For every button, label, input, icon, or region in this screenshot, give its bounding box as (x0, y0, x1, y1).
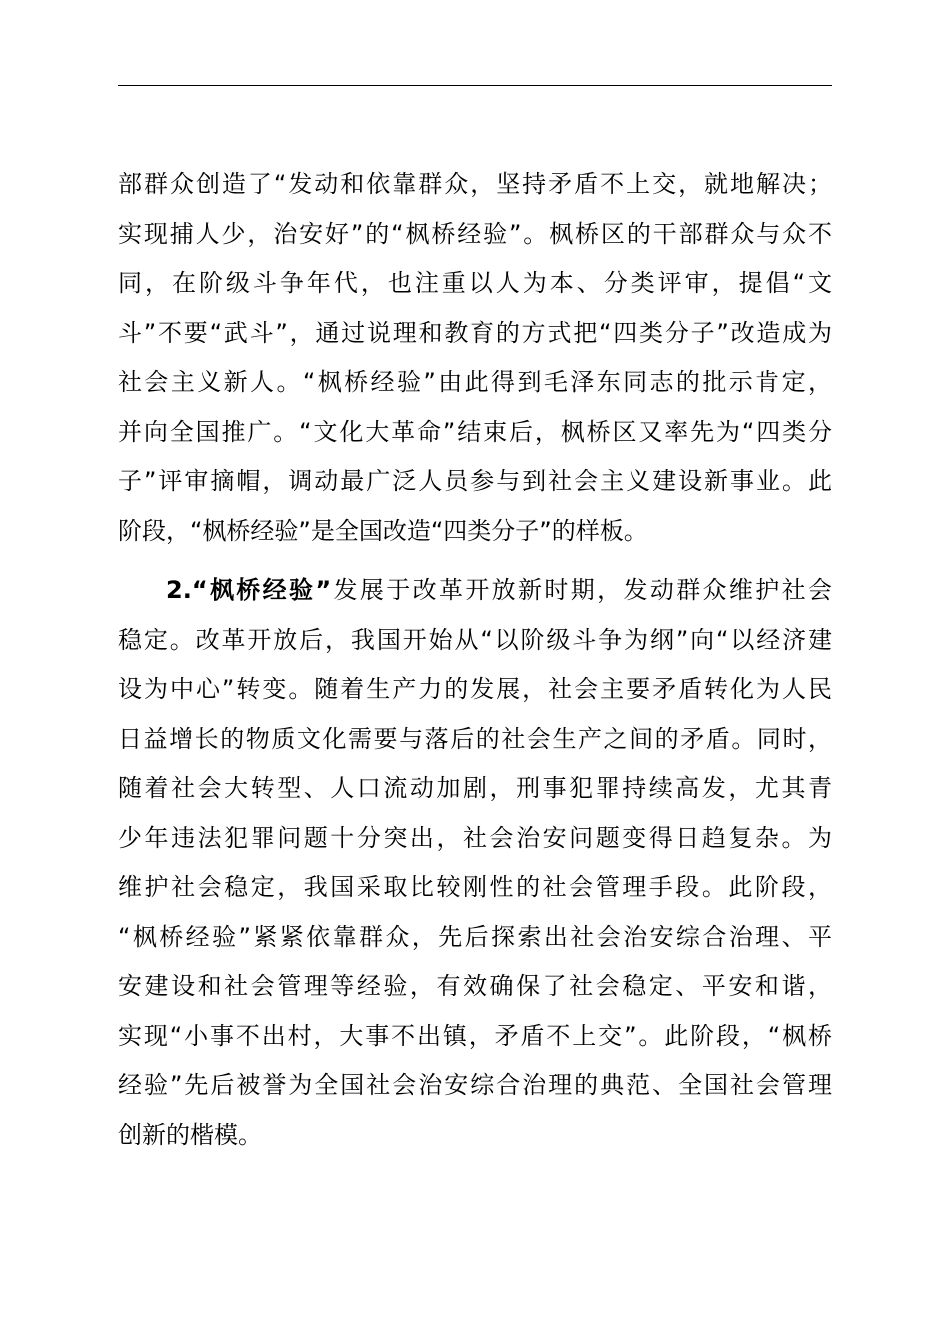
text-line: 子”评审摘帽，调动最广泛人员参与到社会主义建设新事业。此 (118, 467, 832, 495)
text-line: 安建设和社会管理等经验，有效确保了社会稳定、平安和谐， (118, 972, 832, 1000)
text-line: 并向全国推广。“文化大革命”结束后，枫桥区又率先为“四类分 (118, 417, 832, 446)
text-line: 日益增长的物质文化需要与落后的社会生产之间的矛盾。同时， (118, 724, 832, 753)
text-line: 实现捕人少，治安好”的“枫桥经验”。枫桥区的干部群众与众不 (118, 219, 832, 248)
text-line: 发展于改革开放新时期，发动群众维护社会 (331, 576, 832, 604)
text-line: “枫桥经验”紧紧依靠群众，先后探索出社会治安综合治理、平 (118, 922, 832, 951)
text-line: 同，在阶级斗争年代，也注重以人为本、分类评审，提倡“文 (118, 269, 832, 297)
text-line: 设为中心”转变。随着生产力的发展，社会主要矛盾转化为人民 (118, 675, 832, 703)
paragraph-1 (118, 160, 832, 556)
text-line: 实现“小事不出村，大事不出镇，矛盾不上交”。此阶段，“枫桥 (118, 1021, 832, 1050)
document-body (118, 160, 832, 1160)
text-line: 维护社会稳定，我国采取比较刚性的社会管理手段。此阶段， (118, 873, 832, 901)
section-heading: 2.“枫桥经验” (166, 576, 332, 604)
paragraph-2-first-line (118, 566, 832, 616)
header-rule (118, 85, 832, 86)
text-line: 部群众创造了“发动和依靠群众，坚持矛盾不上交，就地解决； (118, 170, 832, 198)
paragraph-2 (118, 566, 832, 1160)
text-line: 斗”不要“武斗”，通过说理和教育的方式把“四类分子”改造成为 (118, 318, 832, 347)
text-line: 经验”先后被誉为全国社会治安综合治理的典范、全国社会管理 (118, 1071, 832, 1099)
text-line: 稳定。改革开放后，我国开始从“以阶级斗争为纲”向“以经济建 (118, 625, 832, 654)
text-line: 社会主义新人。“枫桥经验”由此得到毛泽东同志的批示肯定， (118, 368, 832, 396)
text-line: 随着社会大转型、人口流动加剧，刑事犯罪持续高发，尤其青 (118, 774, 832, 802)
text-line: 阶段，“枫桥经验”是全国改造“四类分子”的样板。 (118, 516, 648, 545)
text-line: 少年违法犯罪问题十分突出，社会治安问题变得日趋复杂。为 (118, 823, 832, 852)
text-line: 创新的楷模。 (118, 1120, 262, 1149)
